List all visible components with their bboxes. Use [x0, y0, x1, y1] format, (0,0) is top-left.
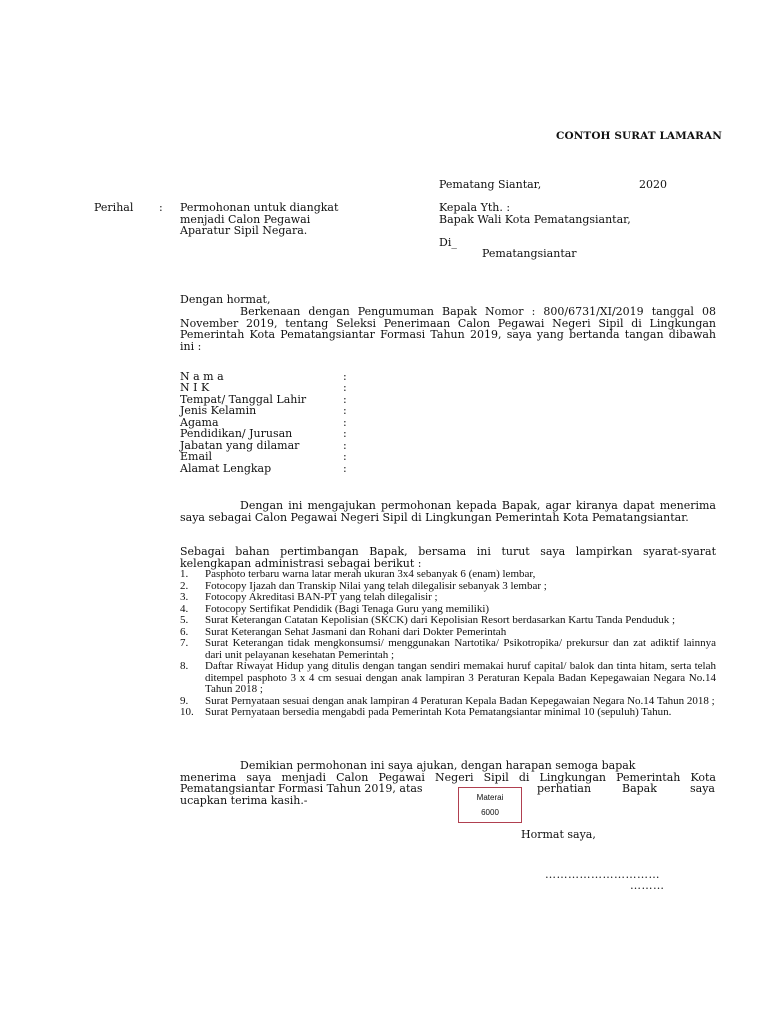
list-text: Surat Pernyataan sesuai dengan anak lampiran 4 Peraturan Kepala Badan Kepegawaian Negara No.14 Tahun 2018 ; [205, 694, 715, 707]
recipient-city: Pematangsiantar [482, 247, 577, 260]
list-number: 1. [180, 568, 189, 580]
attachments-list [180, 569, 716, 719]
identity-label: Jenis Kelamin [180, 404, 257, 417]
list-text: Surat Keterangan Catatan Kepolisian (SKCK) dari Kepolisian Resort berdasarkan Kartu Tanda Penduduk ; [205, 614, 676, 626]
identity-colon: : [343, 462, 347, 475]
stamp-value: 6000 [481, 808, 499, 817]
list-item [180, 661, 716, 696]
closing-line: Pematangsiantar Formasi Tahun 2019, atas [180, 782, 423, 795]
list-text: Pasphoto terbaru warna latar merah ukuran 3x4 sebanyak 6 (enam) lembar, [205, 568, 536, 580]
identity-label: Jabatan yang dilamar [180, 439, 300, 452]
identity-label: N I K [180, 381, 210, 394]
perihal-line: Permohonan untuk diangkat [180, 201, 339, 214]
list-number: 8. [180, 660, 189, 672]
list-number: 3. [180, 591, 189, 603]
attachments-intro: Sebagai bahan pertimbangan Bapak, bersama ini turut saya lampirkan syarat-syarat kelengkapan administrasi sebagai berikut : [180, 545, 716, 570]
place-year: 2020 [639, 178, 667, 191]
closing-word: perhatian [537, 782, 592, 795]
list-text: Surat Pernyataan bersedia mengabdi pada Pemerintah Kota Pematangsiantar minimal 10 (sepuluh) Tahun. [205, 706, 672, 718]
identity-label: N a m a [180, 370, 224, 383]
closing-line: ucapkan terima kasih.- [180, 794, 308, 807]
identity-colon: : [343, 370, 347, 383]
identity-label: Pendidikan/ Jurusan [180, 427, 293, 440]
identity-label: Tempat/ Tanggal Lahir [180, 393, 307, 406]
identity-colon: : [343, 393, 347, 406]
list-text: Surat Keterangan Sehat Jasmani dan Rohani dari Dokter Pemerintah [205, 625, 507, 638]
greeting: Dengan hormat, [180, 293, 271, 306]
closing-line: menerima saya menjadi Calon Pegawai Negeri Sipil di Lingkungan Pemerintah Kota [180, 771, 716, 784]
request-paragraph: Dengan ini mengajukan permohonan kepada Bapak, agar kiranya dapat menerima saya sebagai Calon Pegawai Negeri Sipil di Lingkungan Pemerintah Kota Pematangsiantar. [180, 499, 716, 524]
list-text: Fotocopy Ijazah dan Transkip Nilai yang telah dilegalisir sebanyak 3 lembar ; [205, 579, 547, 592]
closing-word: Bapak [622, 782, 657, 795]
signature-regards: Hormat saya, [521, 828, 596, 841]
list-text: Surat Keterangan tidak mengkonsumsi/ menggunakan Nartotika/ Psikotropika/ prekursur dan zat adiktif lainnya dari unit pelayanan kesehatan Pemerintah ; [205, 637, 716, 661]
perihal-line: menjadi Calon Pegawai [180, 213, 311, 226]
duty-stamp-box [458, 787, 522, 823]
letter-title: CONTOH SURAT LAMARAN [556, 130, 722, 142]
identity-colon: : [343, 404, 347, 417]
identity-colon: : [343, 439, 347, 452]
closing-word: saya [690, 782, 715, 795]
stamp-label: Materai [476, 793, 504, 802]
list-number: 9. [180, 694, 189, 707]
list-item [180, 638, 716, 661]
list-number: 6. [180, 625, 189, 638]
place-city: Pematang Siantar, [439, 178, 542, 191]
perihal-label: Perihal [94, 201, 134, 214]
list-number: 10. [180, 706, 194, 718]
list-number: 4. [180, 602, 189, 615]
list-number: 7. [180, 637, 189, 649]
perihal-colon: : [159, 201, 163, 214]
list-number: 2. [180, 579, 189, 592]
identity-label: Alamat Lengkap [180, 462, 272, 475]
signature-name-placeholder: ………………………… [545, 868, 660, 881]
list-item [180, 707, 716, 719]
recipient-line: Bapak Wali Kota Pematangsiantar, [439, 213, 631, 226]
list-text: Fotocopy Sertifikat Pendidik (Bagi Tenaga Guru yang memiliki) [205, 602, 490, 615]
closing-line: Demikian permohonan ini saya ajukan, dengan harapan semoga bapak [240, 759, 636, 772]
intro-paragraph: Berkenaan dengan Pengumuman Bapak Nomor : 800/6731/XI/2019 tanggal 08 November 2019, tentang Seleksi Penerimaan Calon Pegawai Negeri Sipil di Lingkungan Pemerintah Kota Pematangsiantar Formasi Tahun 2019, saya yang bertanda tangan dibawah ini : [180, 305, 716, 353]
recipient-line: Di_ [439, 236, 457, 249]
identity-colon: : [343, 427, 347, 440]
identity-colon: : [343, 450, 347, 463]
identity-label: Email [180, 450, 213, 463]
signature-nip-placeholder: ……… [630, 879, 665, 892]
perihal-line: Aparatur Sipil Negara. [180, 224, 308, 237]
list-text: Daftar Riwayat Hidup yang ditulis dengan tangan sendiri memakai huruf capital/ balok dan tinta hitam, serta telah ditempel pasphoto 3 x 4 cm sesuai dengan anak lampiran 3 Peraturan Kepala Badan Kepegawaian Negara No.14 Tahun 2018 ; [205, 660, 716, 695]
identity-colon: : [343, 381, 347, 394]
identity-colon: : [343, 416, 347, 429]
recipient-line: Kepala Yth. : [439, 201, 511, 214]
identity-label: Agama [180, 416, 219, 429]
list-number: 5. [180, 614, 189, 626]
list-text: Fotocopy Akreditasi BAN-PT yang telah dilegalisir ; [205, 591, 438, 603]
